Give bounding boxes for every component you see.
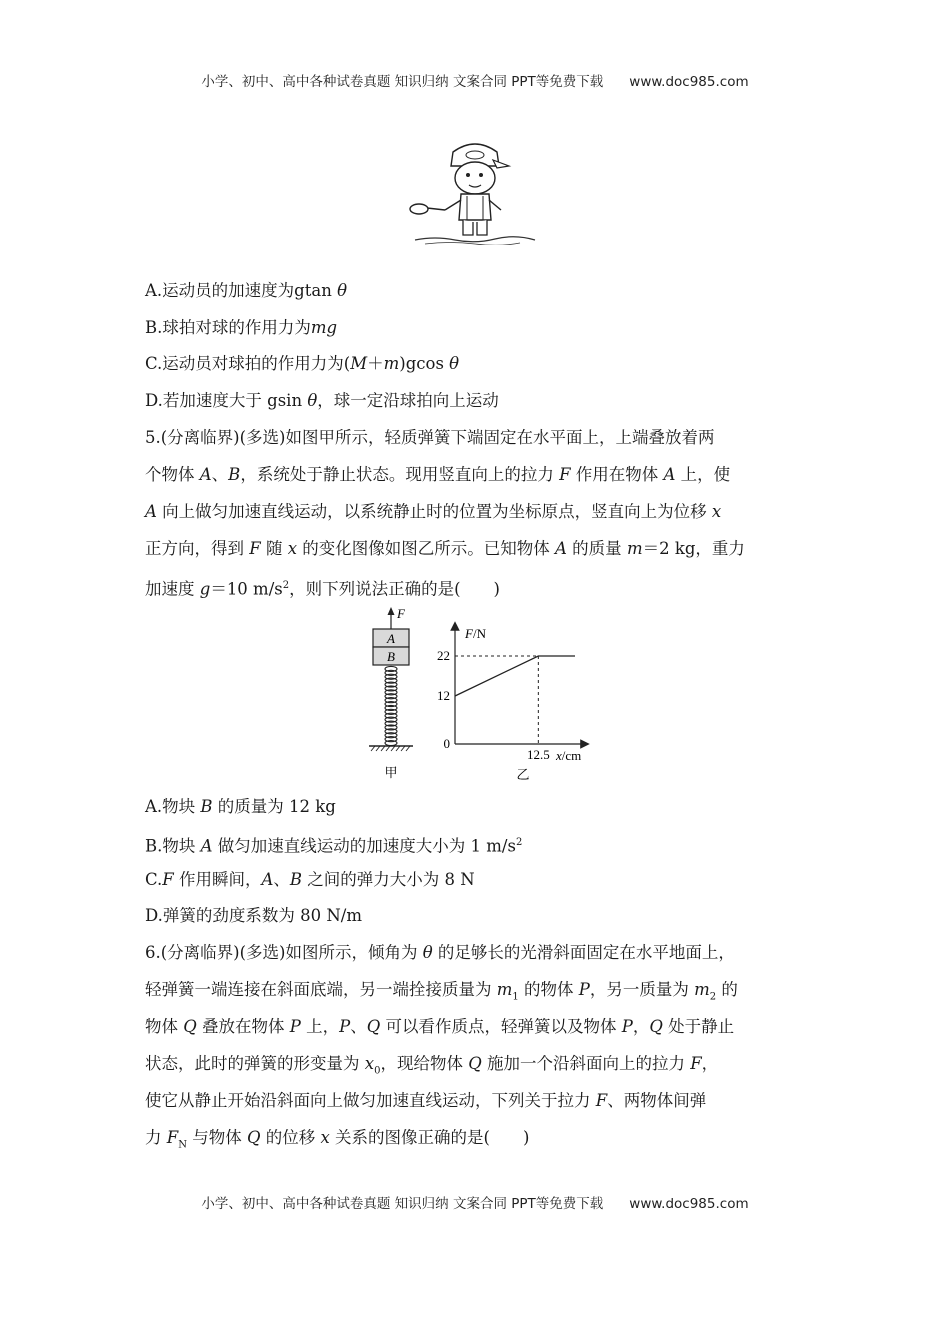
q5-option-b: B.物块 A 做匀加速直线运动的加速度大小为 1 $m/s^2$	[145, 836, 523, 856]
q6-line-3: 物体 Q 叠放在物体 P 上，P、Q 可以看作质点，轻弹簧以及物体 P，Q 处于静止	[145, 1017, 735, 1036]
footer-text: 小学、初中、高中各种试卷真题 知识归纳 文案合同 PPT等免费下载	[201, 1196, 604, 1212]
q5-line-2: 个物体 A、B，系统处于静止状态。现用竖直向上的拉力 F 作用在物体 A 上，使	[145, 465, 731, 484]
q5-line-4: 正方向，得到 F 随 x 的变化图像如图乙所示。已知物体 A 的质量 m＝2 kg，重力	[145, 539, 745, 558]
q4-option-a: A.运动员的加速度为gtan θ	[145, 281, 347, 300]
q6-line-6: 力 $F_N$ 与物体 Q 的位移 x 关系的图像正确的是( )	[145, 1128, 530, 1151]
block-a-label: A	[387, 631, 395, 646]
header-site: www.doc985.com	[629, 74, 749, 90]
force-label: F	[397, 606, 405, 621]
q5-line-3: A 向上做匀加速直线运动，以系统静止时的位置为坐标原点，竖直向上为位移 x	[145, 502, 722, 521]
q5-line-5: 加速度 g＝10 $m/s^2$，则下列说法正确的是( )	[145, 579, 500, 599]
q4-option-d: D.若加速度大于 gsin θ，球一定沿球拍向上运动	[145, 391, 499, 410]
origin-label: 0	[443, 736, 450, 751]
q5-line-1: 5.(分离临界)(多选)如图甲所示，轻质弹簧下端固定在水平面上，上端叠放着两	[145, 428, 715, 447]
y-tick-label: 12	[437, 688, 450, 703]
ground-hatch	[371, 746, 410, 751]
series-line	[455, 656, 575, 696]
q5-option-d: D.弹簧的劲度系数为 80 N/m	[145, 906, 363, 925]
q5-option-a: A.物块 B 的质量为 12 kg	[145, 797, 336, 816]
q4-option-b: B.球拍对球的作用力为mg	[145, 318, 338, 337]
force-arrow-icon	[388, 607, 395, 615]
boy-with-racket-illustration	[405, 140, 540, 245]
chart-caption: 乙	[516, 767, 530, 782]
y-tick-label: 22	[437, 648, 450, 663]
x-tick-label: 12.5	[526, 747, 550, 762]
page-header	[0, 70, 950, 90]
footer-site: www.doc985.com	[629, 1196, 749, 1212]
q5-option-c: C.F 作用瞬间，A、B 之间的弹力大小为 8 N	[145, 870, 475, 889]
f-x-chart	[425, 620, 600, 785]
header-text: 小学、初中、高中各种试卷真题 知识归纳 文案合同 PPT等免费下载	[201, 74, 604, 90]
block-b-label: B	[387, 649, 395, 664]
q4-option-c: C.运动员对球拍的作用力为(M＋m)gcos θ	[145, 354, 460, 373]
q6-line-5: 使它从静止开始沿斜面向上做匀加速直线运动，下列关于拉力 F、两物体间弹	[145, 1091, 707, 1110]
spring	[385, 666, 397, 745]
y-axis-label: F/N	[465, 626, 486, 641]
figure-spring-blocks	[355, 605, 435, 785]
q6-line-4: 状态，此时的弹簧的形变量为 $x_0$，现给物体 Q 施加一个沿斜面向上的拉力 F，	[145, 1054, 719, 1077]
figure-left-caption: 甲	[384, 765, 398, 780]
q6-line-2: 轻弹簧一端连接在斜面底端，另一端拴接质量为 $m_1$ 的物体 P，另一质量为 $m_2$ 的	[145, 980, 738, 1003]
x-axis-label: x/cm	[556, 748, 582, 763]
page-footer	[0, 1192, 950, 1212]
q6-line-1: 6.(分离临界)(多选)如图所示，倾角为 θ 的足够长的光滑斜面固定在水平地面上，	[145, 943, 735, 962]
